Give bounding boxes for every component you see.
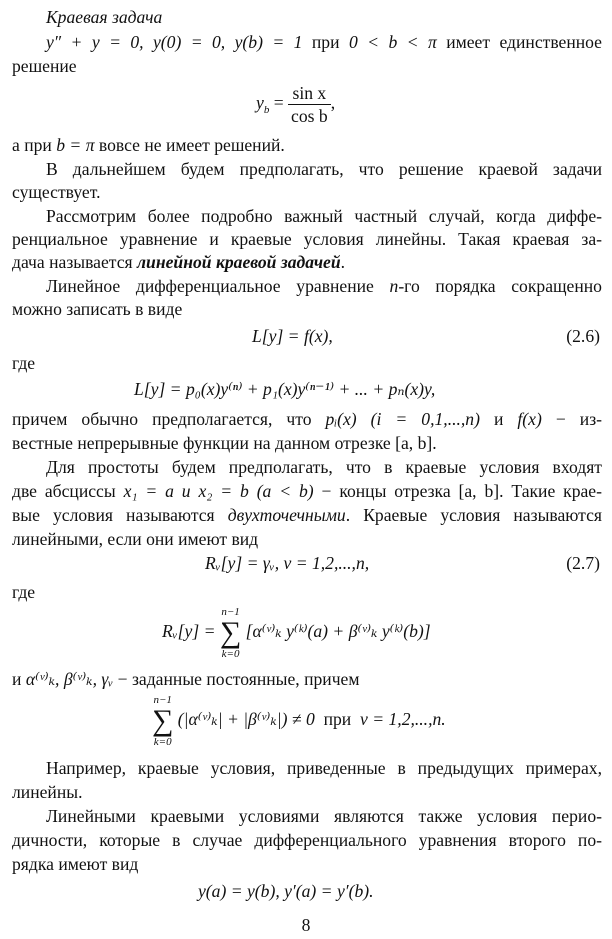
term-emphasis: линейной краевой задачей — [137, 252, 341, 272]
text-line: можно записать в виде — [12, 299, 183, 319]
text-line: где — [12, 582, 36, 602]
equation-boundary-R: Rᵥ[y] = n−1 ∑ k=0 [α⁽ᵛ⁾ₖ y⁽ᵏ⁾(a) + β⁽ᵛ⁾ₖ y⁽ᵏ⁾(b)] — [162, 606, 431, 660]
text-line: Линейное дифференциальное уравнение n-го порядка сокращенно — [46, 276, 602, 296]
text-line: линейными, если они имеют вид — [12, 529, 259, 549]
equation-2-6: L[y] = f(x), — [252, 326, 333, 346]
equation-number: (2.7) — [566, 553, 600, 573]
page-number: 8 — [301, 915, 311, 935]
text-line: рядка имеют вид — [12, 854, 139, 874]
text-line: где — [12, 353, 36, 373]
summation: n−1 ∑ k=0 — [219, 606, 242, 660]
text-line: дичности, которые в случае дифференциального уравнения второго по- — [12, 830, 602, 850]
equation-nondegeneracy: n−1 ∑ k=0 (|α⁽ᵛ⁾ₖ| + |β⁽ᵛ⁾ₖ|) ≠ 0 при ν = 1,2,...,n. — [152, 694, 446, 748]
equation-number: (2.6) — [566, 326, 600, 346]
section-heading: Краевая задача — [46, 7, 163, 27]
text-line: а при b = π вовсе не имеет решений. — [12, 135, 285, 155]
equation-operator-L: L[y] = p₀(x)y⁽ⁿ⁾ + p₁(x)y⁽ⁿ⁻¹⁾ + ... + pₙ(x)y, — [134, 379, 436, 399]
text-line: ренциальное уравнение и краевые условия линейны. Такая краевая за- — [12, 229, 602, 249]
text-line: вые условия называются двухточечными. Краевые условия называются — [12, 505, 602, 525]
text-line: y″ + y = 0, y(0) = 0, y(b) = 1 при 0 < b < π имеет единственное — [46, 32, 602, 52]
equation-inline: y″ + y = 0, y(0) = 0, y(b) = 1 — [46, 32, 303, 52]
text-line: существует. — [12, 182, 101, 202]
text-line: две абсциссы x₁ = a и x₂ = b (a < b) − концы отрезка [a, b]. Такие крае- — [12, 481, 602, 501]
fraction: $\frac{\text{sin x}}{\text{cos b}}$ — [288, 82, 331, 127]
text-line: Линейными краевыми условиями являются также условия перио- — [46, 806, 602, 826]
text-line: Например, краевые условия, приведенные в предыдущих примерах, — [46, 758, 602, 778]
text-line: линейны. — [12, 782, 83, 802]
text-line: В дальнейшем будем предполагать, что решение краевой задачи — [46, 159, 602, 179]
equation-periodicity: y(a) = y(b), y′(a) = y′(b). — [198, 881, 374, 901]
text-line: решение — [12, 56, 77, 76]
equation-solution: $y_b$ = $\frac{\text{sin x}}{\text{cos b}}$ , — [256, 83, 336, 126]
text-line: Рассмотрим более подробно важный частный случай, когда диффе- — [46, 206, 602, 226]
summation: n−1 ∑ k=0 — [152, 694, 174, 748]
text-line: дача называется линейной краевой задачей. — [12, 252, 346, 272]
text-line: причем обычно предполагается, что pᵢ(x) (i = 0,1,...,n) и f(x) − из- — [12, 409, 602, 429]
equation-2-7: Rᵥ[y] = γᵥ, ν = 1,2,...,n, — [205, 553, 370, 573]
text-line: Для простоты будем предполагать, что в краевые условия входят — [46, 457, 602, 477]
text-line: и α⁽ᵛ⁾ₖ, β⁽ᵛ⁾ₖ, γᵥ − заданные постоянные, причем — [12, 669, 360, 689]
text-line: вестные непрерывные функции на данном отрезке [a, b]. — [12, 433, 437, 453]
